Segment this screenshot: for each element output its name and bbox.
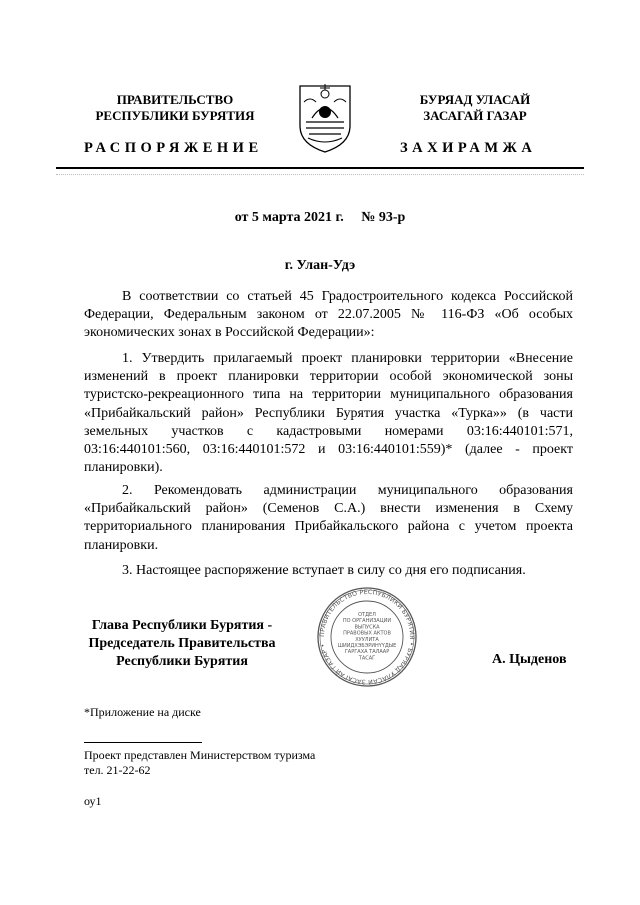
header-left-line1: ПРАВИТЕЛЬСТВО (116, 92, 234, 107)
seal-center-line: ОТДЕЛ (358, 612, 376, 618)
footer-divider (84, 742, 202, 743)
item-2-paragraph: 2. Рекомендовать администрации муниципального образования «Прибайкальский район» (Семенов С.А.) внести изменения в Схему территориального планирования Прибайкальского района с учетом проекта планировки. (84, 483, 573, 553)
seal-center-line: ШИИДХЭБЭРИНҮҮДЫЕ (337, 643, 397, 649)
prepared-by-phone: тел. 21-22-62 (84, 763, 151, 777)
document-date: от 5 марта 2021 г. (234, 210, 344, 225)
signatory-title (84, 617, 280, 671)
header-divider (56, 167, 584, 169)
document-number: № 93-р (361, 210, 406, 225)
item-3-paragraph: 3. Настоящее распоряжение вступает в силу со дня его подписания. (122, 563, 526, 578)
header-dotted-divider (56, 174, 584, 175)
header-right-line1: БУРЯАД УЛАСАЙ (419, 92, 531, 107)
signatory-title-line3: Республики Бурятия (116, 654, 248, 669)
signatory-name: А. Цыденов (492, 652, 567, 667)
seal-center-line: ХУУЛИТА (355, 636, 379, 643)
seal-center-line: ПРАВОВЫХ АКТОВ (343, 630, 391, 637)
prepared-by (84, 748, 315, 778)
signatory-title-line1: Глава Республики Бурятия - (91, 618, 273, 633)
header-right-line2: ЗАСАГАЙ ГАЗАР (423, 108, 527, 123)
header-right (360, 92, 590, 124)
item-1-paragraph: 1. Утвердить прилагаемый проект планировки территории «Внесение изменений в проект планировки территории особой экономической зоны туристско-рекреационного типа на территории муниципального образования «Прибайкальский район» Республики Бурятия участка «Турка»» (в части земельных участков с кадастровыми номерами 03:16:440101:571, 03:16:440101:560, 03:16:440101:572 и 03:16:440101:559)* (далее - проект планировки). (84, 351, 573, 476)
prepared-by-line1: Проект представлен Министерством туризма (84, 748, 316, 762)
seal-center-line: ПО ОРГАНИЗАЦИИ (342, 618, 392, 625)
header-left-line2: РЕСПУБЛИКИ БУРЯТИЯ (95, 108, 255, 123)
official-seal (316, 586, 418, 688)
seal-center-line: ГАРГАХА ТАЛААР (344, 649, 390, 656)
document-city: г. Улан-Удэ (284, 258, 356, 273)
doc-type-right: ЗАХИРАМЖА (400, 140, 537, 156)
document-code: оу1 (84, 794, 102, 808)
header-left (60, 92, 290, 124)
intro-paragraph: В соответствии со статьей 45 Градостроительного кодекса Российской Федерации, Федеральным законом от 22.07.2005 № 116-ФЗ «Об особых экономических зонах в Российской Федерации»: (84, 289, 573, 341)
coat-of-arms-icon (296, 80, 354, 154)
footnote: *Приложение на диске (84, 705, 201, 719)
date-number-line (0, 210, 640, 226)
seal-center-line: ТАСАГ (358, 655, 376, 662)
doc-type-left: РАСПОРЯЖЕНИЕ (84, 140, 263, 156)
signatory-title-line2: Председатель Правительства (88, 636, 276, 651)
seal-center-line: ВЫПУСКА (354, 624, 380, 631)
seal-ring-text: ПРАВИТЕЛЬСТВО РЕСПУБЛИКИ БУРЯТИЯ • БУРЯАД УЛАСАЙ ЗАСАГАЙ ГАЗАР • (318, 588, 416, 686)
